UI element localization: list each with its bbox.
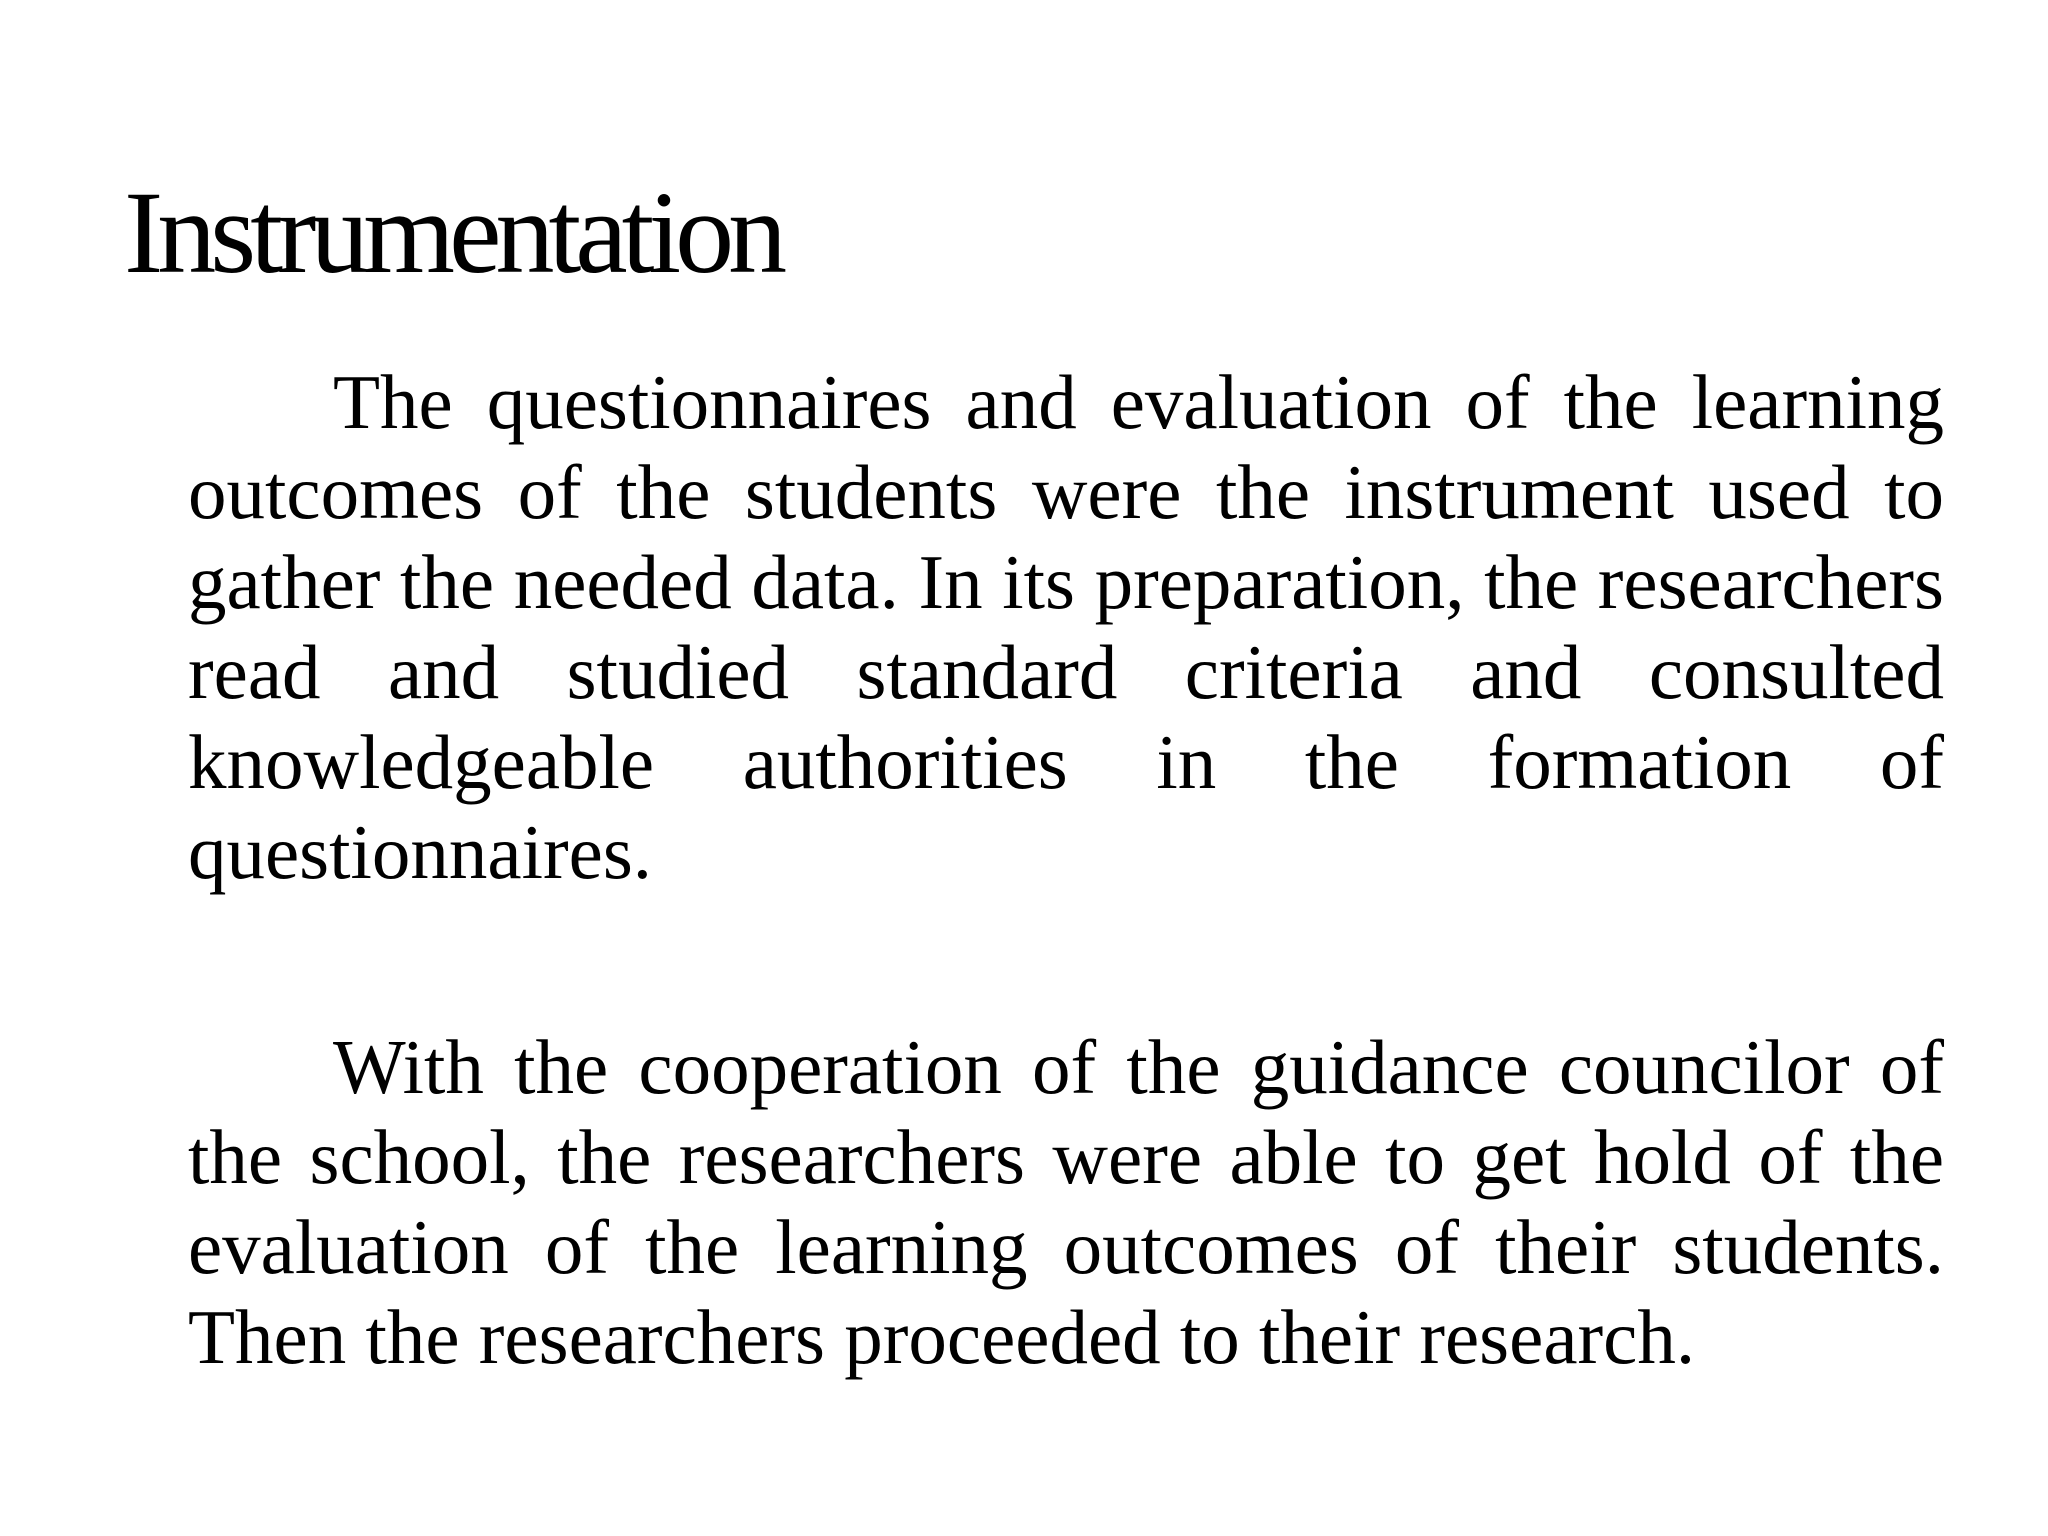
paragraph-data-collection: With the cooperation of the guidance councilor of the school, the researchers were able to get hold of the evaluation of the learning outcomes of their students. Then the researchers proceeded to their research. [188, 1024, 1944, 1380]
slide-title: Instrumentation [124, 167, 782, 298]
paragraph-instrument-description: The questionnaires and evaluation of the learning outcomes of the students were the instrument used to gather the needed data. In its preparation, the researchers read and studied standard criteria and consulted knowledgeable authorities in the formation of questionnaires. [188, 359, 1944, 895]
